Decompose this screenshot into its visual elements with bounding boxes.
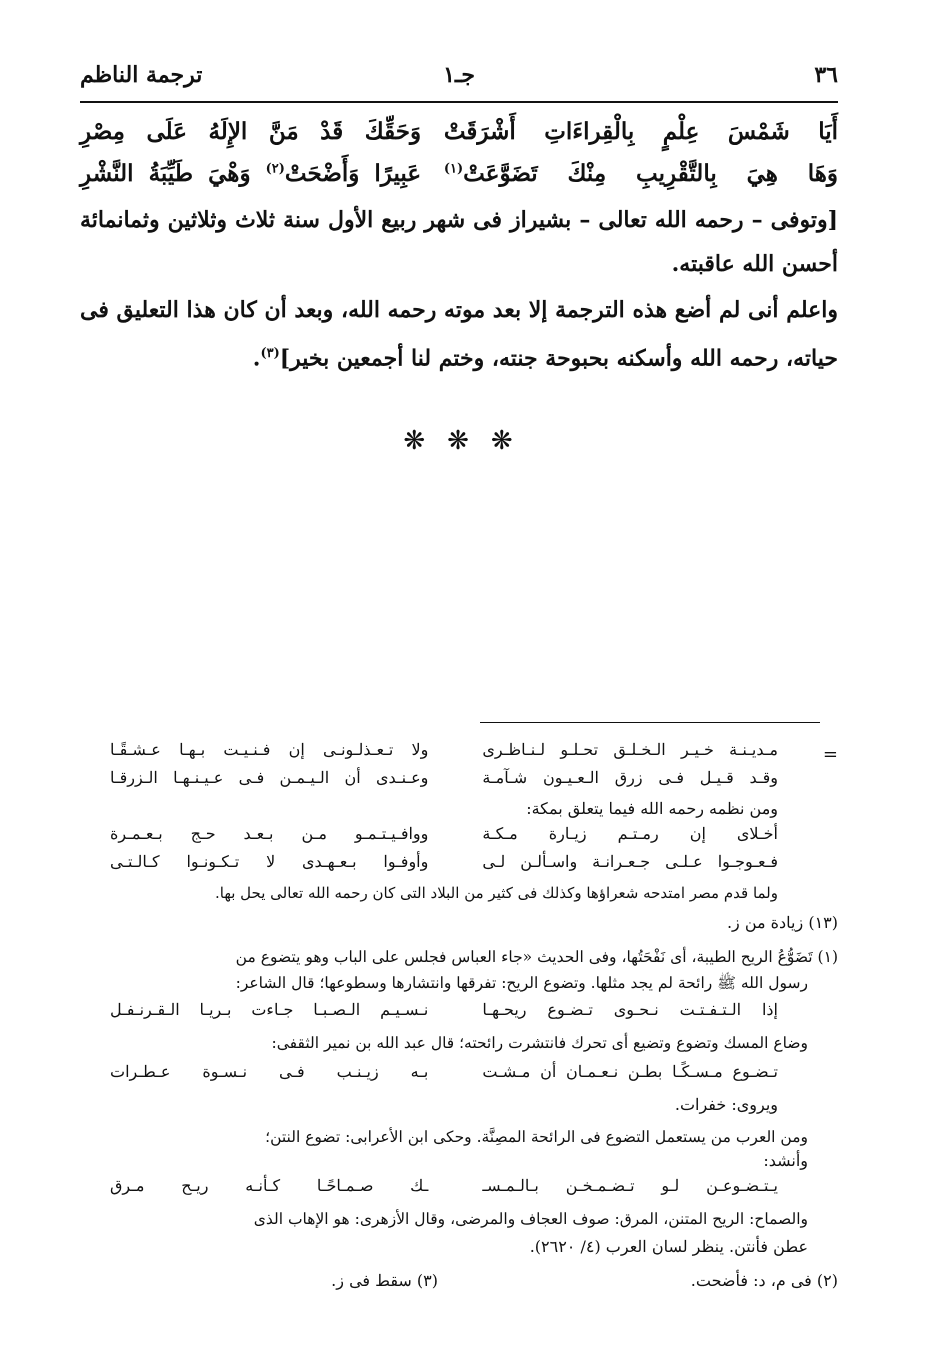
section-separator: ❋❋❋ <box>403 426 535 456</box>
footnote-1-line: رسول الله ﷺ رائحة لم يجد مثلها. وتضوع الريح: تفرقها وانتشارها وسطوعها؛ قال الشاعر: <box>235 974 808 992</box>
volume-number: جـ١ <box>443 62 475 88</box>
header-rule <box>80 101 838 103</box>
footnote-ref-2[interactable]: (٢) <box>265 161 285 177</box>
verse-hemistich-2: وأوفـوا بـعـهـدى لا تـكـونـوا كـالـتـى <box>110 852 429 871</box>
footnote-line: ومن نظمه رحمه الله فيما يتعلق بمكة: <box>526 799 778 818</box>
verse-hemistich-2: ووافـيـتـمـو مـن بـعـد حـج بـعـمـرة <box>110 824 429 843</box>
footnote-1-line: والصماح: الريح المتنن، المرق: صوف العجاف والمرضى، وقال الأزهرى: هو الإهاب الذى <box>253 1210 808 1228</box>
page-number: ٣٦ <box>814 62 838 88</box>
paragraph-end: . <box>252 345 261 372</box>
verse-hemistich-1: فـعـوجـوا عـلـى جـعـرانـة واسـألـن لـى <box>482 852 778 871</box>
footnote-verse <box>80 1176 838 1202</box>
footnote-2: (٢) فى م، د: فأضحت. <box>690 1271 838 1290</box>
verse-hemistich-1: أَيَا شَمْسَ عِلْمٍ بِالْقِراءَاتِ أَشْرَقَتْ <box>443 118 838 145</box>
footnote-verse <box>80 740 838 766</box>
verse-text: عَبِيرًا وَأَضْحَتْ <box>284 160 422 187</box>
footnote-ref-1[interactable]: (١) <box>443 161 464 177</box>
verse-hemistich-2: وعـنـدى أن الـيـمـن فـى عـيـنـهـا الـزرقـا <box>110 768 429 787</box>
footnote-verse <box>80 768 838 794</box>
death-paragraph: [وتوفى – رحمه الله تعالى – بشيراز فى شهر ربيع الأول سنة ثلاث وثلاثين وثمانمائة أحسن الله عاقبته. <box>80 207 838 277</box>
verse-text: وَهْيَ طَيِّبَةُ النَّشْرِ <box>80 160 251 187</box>
verse-hemistich-1: مـديـنـة خـيـر الـخـلـق تحـلـو لـنـاظـرى <box>482 740 778 759</box>
footnote-13: (١٣) زيادة من ز. <box>726 913 838 932</box>
verse-hemistich-1: وقـد قـيـل فـى زرق الـعـيـون شـآمـة <box>482 768 778 787</box>
footnote-1-line: وضاع المسك وتضوع وتضيع أى تحرك فانتشرت رائحته؛ قال عبد الله بن نمير الثقفى: <box>271 1034 808 1052</box>
paragraph-text: واعلم أنى لم أضع هذه الترجمة إلا بعد موته رحمه الله، وبعد أن كان هذا التعليق فى حياته، رحمه الله وأسكنه بحبوحة جنته، وختم لنا أجمعين بخير] <box>80 297 838 372</box>
verse-hemistich-2: ولا تـعـذلـونـى إن فـنـيـت بـهـا عـشـقًـا <box>110 740 429 759</box>
footnote-rule <box>480 722 820 723</box>
verse-hemistich-1: إذا الـتـفـتـت نـحـوى تـضـوع ريحـهـا <box>482 1000 778 1019</box>
verse-text: وَهَا هِيَ بِالتَّقْرِيبِ مِنْكَ تَضَوَّعَتْ <box>463 160 838 187</box>
verse-hemistich-2: بـه زيـنـب فـى نـسـوة عـطـرات <box>110 1062 429 1081</box>
footnote-line: ولما قدم مصر امتدحه شعراؤها وكذلك فى كثير من البلاد التى كان رحمه الله تعالى يحل بها. <box>214 884 778 902</box>
verse-hemistich-2: نـسـيـم الـصـبـا جـاءت بـريـا الـقـرنـفـل <box>110 1000 429 1019</box>
verse-hemistich-2: ـك صـمـاحًـا كـأنـه ريـح مـرق <box>110 1176 429 1195</box>
footnote-verse <box>80 1000 838 1026</box>
footnote-1-line: عطن فأنتن. ينظر لسان العرب (٤/ ٢٦٢٠). <box>529 1237 808 1256</box>
verse-hemistich-1: أخـلاى إن رمـتـم زيـارة مـكـة <box>482 824 778 843</box>
footnote-verse <box>80 1062 838 1088</box>
footnote-3: (٣) سقط فى ز. <box>331 1271 438 1290</box>
running-title: ترجمة الناظم <box>80 62 203 88</box>
verse-hemistich-1: تـضـوع مـسـكًـا بطـن نـعـمـان أن مـشـت <box>482 1062 778 1081</box>
footnote-ref-3[interactable]: (٣) <box>260 346 280 361</box>
verse-hemistich-1 <box>444 160 838 187</box>
footnote-1-line: وأنشد: <box>763 1151 808 1170</box>
footnote-verse <box>80 824 838 850</box>
verse-hemistich-2 <box>80 160 421 187</box>
page-header <box>80 62 838 96</box>
verse-hemistich-1: يـتـضـوعـن لـو تـضـمـخـن بـالـمـسـ <box>482 1176 778 1195</box>
footnote-verse <box>80 852 838 878</box>
poem-verse-2 <box>80 160 838 200</box>
poem-verse-1 <box>80 118 838 158</box>
footnote-1-line: ومن العرب من يستعمل التضوع فى الرائحة المصِنَّة. وحكى ابن الأعرابى: تضوع النتن؛ <box>265 1128 808 1146</box>
footnote-1-line: ويروى: خفرات. <box>674 1095 778 1114</box>
footnote-1-line: (١) تَضَوُّعُ الريح الطيبة، أى نَفْحَتُها، وفى الحديث «جاء العباس فجلس على الباب وهو يتضوع من <box>235 948 838 966</box>
continuation-mark: = <box>822 744 838 765</box>
closing-paragraph <box>80 288 838 380</box>
verse-hemistich-2: وَحَقِّكَ قَدْ مَنَّ الإِلَهُ عَلَى مِصْرِ <box>80 118 422 145</box>
